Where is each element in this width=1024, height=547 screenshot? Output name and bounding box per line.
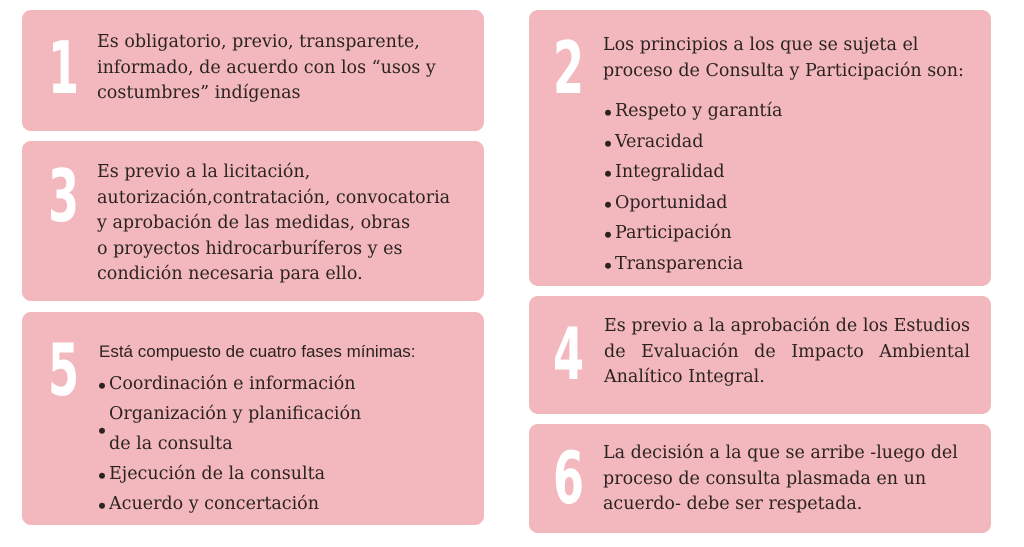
text-line: acuerdo- debe ser respetada.: [603, 494, 863, 514]
card-number-3: 3: [48, 154, 80, 238]
card-3: [22, 141, 484, 301]
card-5: [22, 312, 484, 525]
text-line: Analítico Integral.: [604, 367, 765, 387]
list-item: Coordinación e información: [97, 369, 361, 399]
text-line: Es obligatorio, previo, transparente,: [97, 32, 420, 52]
phases-list: [97, 369, 361, 519]
text-line: proceso de Consulta y Participación son:: [603, 60, 964, 81]
text-line: condición necesaria para ello.: [97, 264, 363, 284]
text-line: y aprobación de las medidas, obras: [97, 213, 411, 233]
list-item: Integralidad: [603, 157, 782, 188]
text-line: de Evaluación de Impacto Ambiental: [604, 341, 970, 362]
text-line: costumbres” indígenas: [97, 83, 301, 103]
card-number-5: 5: [48, 328, 80, 412]
list-item: Veracidad: [603, 127, 782, 158]
card-4: [529, 296, 991, 414]
card-number-1: 1: [48, 26, 80, 110]
text-line: informado, de acuerdo con los “usos y: [97, 57, 436, 78]
list-item: Acuerdo y concertación: [97, 489, 361, 519]
text-line: Es previo a la aprobación de los Estudios: [604, 316, 970, 336]
card-number-4: 4: [553, 312, 585, 396]
card-1: [22, 10, 484, 131]
card-5-title: Está compuesto de cuatro fases mínimas:: [99, 342, 416, 361]
list-item: Transparencia: [603, 249, 782, 280]
card-number-2: 2: [553, 26, 585, 110]
list-item: Oportunidad: [603, 188, 782, 219]
text-line: Los principios a los que se sujeta el: [603, 35, 919, 55]
principles-list: [603, 96, 782, 279]
text-line: proceso de consulta plasmada en un: [603, 468, 927, 489]
list-item: Organización y planificación de la consulta: [97, 399, 361, 459]
card-1-text: [97, 30, 436, 107]
card-6: [529, 424, 991, 533]
text-line: La decisión a la que se arribe -luego del: [603, 443, 958, 463]
card-3-text: [97, 160, 450, 288]
text-line: autorización,contratación, convocatoria: [97, 187, 451, 208]
card-2-text: [603, 33, 964, 84]
card-4-text: [604, 314, 970, 391]
card-6-text: [603, 441, 958, 518]
list-item: Respeto y garantía: [603, 96, 782, 127]
text-line: o proyectos hidrocarburíferos y es: [97, 238, 403, 259]
list-item: Ejecución de la consulta: [97, 459, 361, 489]
text-line: Es previo a la licitación,: [97, 162, 311, 182]
list-item-continuation: de la consulta: [109, 434, 233, 454]
card-number-6: 6: [553, 436, 585, 520]
list-item: Participación: [603, 218, 782, 249]
card-2: [529, 10, 991, 286]
